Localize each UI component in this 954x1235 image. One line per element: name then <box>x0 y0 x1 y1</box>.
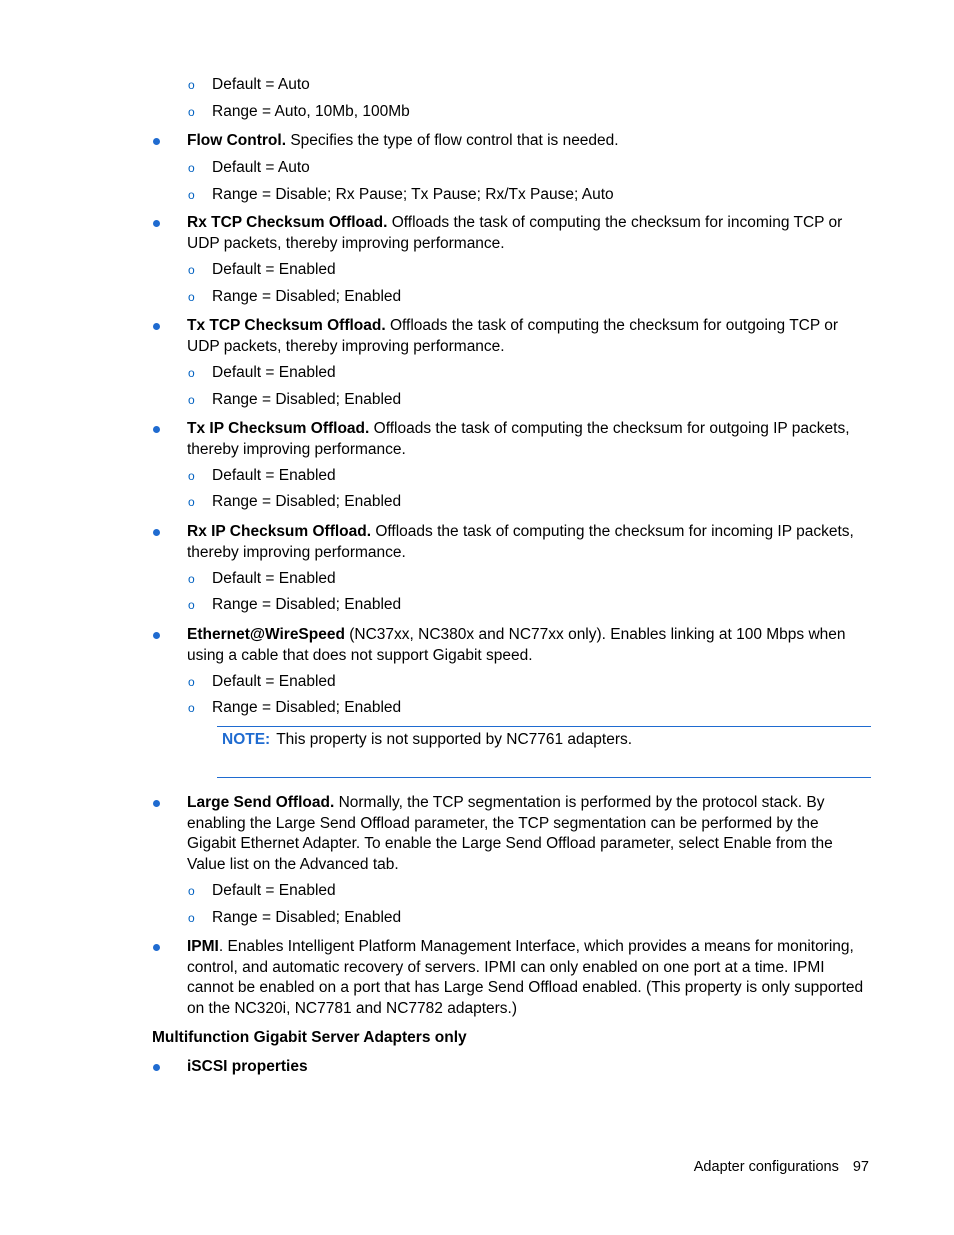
list-item-body <box>187 316 870 357</box>
note-bottom-rule <box>217 777 871 778</box>
list-item-body <box>187 522 870 563</box>
term: Rx IP Checksum Offload. <box>187 523 372 540</box>
description: Normally, the TCP segmentation is performed by the protocol stack. By enabling the Large Send Offload parameter, the TCP segmentation can be performed by the Gigabit Ethernet Adapter. To enable the Large Send Offload parameter, select Enable from the Value list on the Advanced tab. <box>187 794 833 873</box>
circle-bullet-icon: o <box>188 366 195 380</box>
subitem-text: Range = Disable; Rx Pause; Tx Pause; Rx/Tx Pause; Auto <box>212 186 614 203</box>
subitem-text: Default = Enabled <box>212 364 336 381</box>
circle-bullet-icon: o <box>188 105 195 119</box>
circle-bullet-icon: o <box>188 701 195 715</box>
subitem-text: Range = Disabled; Enabled <box>212 288 402 305</box>
subitem-text: Default = Auto <box>212 76 310 93</box>
note <box>222 730 632 751</box>
subitem-text: Range = Auto, 10Mb, 100Mb <box>212 103 410 120</box>
circle-bullet-icon: o <box>188 598 195 612</box>
bullet-icon <box>153 220 160 227</box>
circle-bullet-icon: o <box>188 161 195 175</box>
subitem-text: Range = Disabled; Enabled <box>212 391 402 408</box>
bullet-icon <box>153 944 160 951</box>
footer-section-title: Adapter configurations <box>693 1159 839 1175</box>
subitem-text: Range = Disabled; Enabled <box>212 493 402 510</box>
circle-bullet-icon: o <box>188 290 195 304</box>
subitem-text: Range = Disabled; Enabled <box>212 909 402 926</box>
term: IPMI <box>187 938 219 955</box>
list-item-body <box>187 793 870 875</box>
list-item-body <box>187 937 870 1019</box>
subitem-text: Default = Enabled <box>212 467 336 484</box>
bullet-icon <box>153 529 160 536</box>
page-number: 97 <box>852 1159 869 1175</box>
circle-bullet-icon: o <box>188 469 195 483</box>
subitem-text: Range = Disabled; Enabled <box>212 699 402 716</box>
description: Specifies the type of flow control that is needed. <box>286 132 619 149</box>
bullet-icon <box>153 632 160 639</box>
list-item-body <box>187 213 870 254</box>
term: Tx IP Checksum Offload. <box>187 420 370 437</box>
page-footer <box>694 1157 869 1178</box>
circle-bullet-icon: o <box>188 495 195 509</box>
term: Rx TCP Checksum Offload. <box>187 214 388 231</box>
list-item-body <box>187 625 870 666</box>
description: Offloads the task of computing the checksum for outgoing IP packets, thereby improving performance. <box>187 420 850 458</box>
circle-bullet-icon: o <box>188 188 195 202</box>
bullet-icon <box>153 800 160 807</box>
bullet-icon <box>153 426 160 433</box>
term: iSCSI properties <box>187 1058 308 1075</box>
list-item-body <box>187 419 870 460</box>
subitem-text: Default = Auto <box>212 159 310 176</box>
term: Ethernet@WireSpeed <box>187 626 345 643</box>
term: Tx TCP Checksum Offload. <box>187 317 386 334</box>
circle-bullet-icon: o <box>188 572 195 586</box>
subitem-text: Default = Enabled <box>212 570 336 587</box>
circle-bullet-icon: o <box>188 884 195 898</box>
bullet-icon <box>153 138 160 145</box>
list-item-body <box>187 1057 870 1078</box>
circle-bullet-icon: o <box>188 393 195 407</box>
subitem-text: Range = Disabled; Enabled <box>212 596 402 613</box>
description: Offloads the task of computing the checksum for incoming TCP or UDP packets, thereby improving performance. <box>187 214 843 252</box>
circle-bullet-icon: o <box>188 263 195 277</box>
section-heading: Multifunction Gigabit Server Adapters only <box>152 1029 467 1046</box>
subitem-text: Default = Enabled <box>212 261 336 278</box>
note-label: NOTE: <box>222 731 271 748</box>
description: . Enables Intelligent Platform Management Interface, which provides a means for monitoring, control, and automatic recovery of servers. IPMI can only enabled on one port at a time. IPMI cannot be enabled on a port that has Large Send Offload enabled. (This property is only supported on the NC320i, NC7781 and NC7782 adapters.) <box>187 938 864 1017</box>
bullet-icon <box>153 1064 160 1071</box>
subitem-text: Default = Enabled <box>212 882 336 899</box>
term: Flow Control. <box>187 132 287 149</box>
description: Offloads the task of computing the checksum for incoming IP packets, thereby improving performance. <box>187 523 854 561</box>
note-text: This property is not supported by NC7761 adapters. <box>276 731 633 748</box>
description: (NC37xx, NC380x and NC77xx only). Enables linking at 100 Mbps when using a cable that does not support Gigabit speed. <box>187 626 846 664</box>
circle-bullet-icon: o <box>188 78 195 92</box>
description: Offloads the task of computing the checksum for outgoing TCP or UDP packets, thereby improving performance. <box>187 317 839 355</box>
circle-bullet-icon: o <box>188 675 195 689</box>
note-top-rule <box>217 726 871 727</box>
list-item-body <box>187 131 870 152</box>
term: Large Send Offload. <box>187 794 335 811</box>
subitem-text: Default = Enabled <box>212 673 336 690</box>
circle-bullet-icon: o <box>188 911 195 925</box>
bullet-icon <box>153 323 160 330</box>
